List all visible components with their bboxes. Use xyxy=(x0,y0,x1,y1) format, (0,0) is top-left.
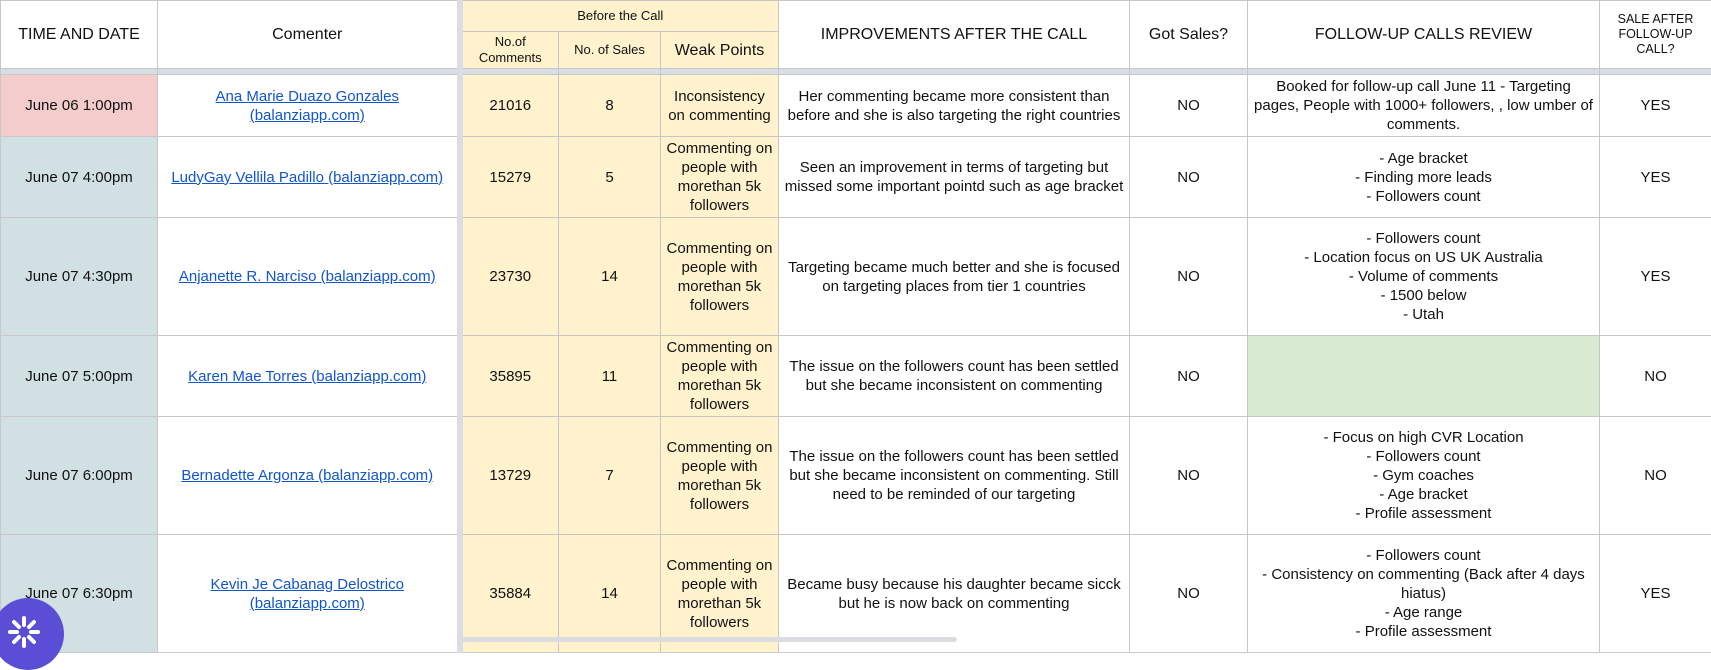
weak-points-cell[interactable]: Commenting on people with morethan 5k followers xyxy=(661,417,779,535)
table-row xyxy=(1,75,1711,137)
commenter-cell[interactable] xyxy=(158,336,460,417)
got-sales-cell[interactable]: NO xyxy=(1130,75,1248,137)
header-commenter[interactable]: Comenter xyxy=(158,1,460,69)
got-sales-cell[interactable]: NO xyxy=(1130,218,1248,336)
commenter-cell[interactable] xyxy=(158,218,460,336)
header-improvements[interactable]: IMPROVEMENTS AFTER THE CALL xyxy=(779,1,1130,69)
got-sales-cell[interactable]: NO xyxy=(1130,535,1248,653)
commenter-cell[interactable] xyxy=(158,75,460,137)
sales-cell[interactable]: 14 xyxy=(559,218,661,336)
got-sales-cell[interactable]: NO xyxy=(1130,336,1248,417)
got-sales-cell[interactable]: NO xyxy=(1130,137,1248,218)
date-cell[interactable]: June 07 4:00pm xyxy=(1,137,158,218)
date-cell[interactable]: June 07 6:00pm xyxy=(1,417,158,535)
commenter-cell[interactable] xyxy=(158,535,460,653)
header-before-the-call[interactable]: Before the Call xyxy=(460,1,779,32)
header-time-date[interactable]: TIME AND DATE xyxy=(1,1,158,69)
comments-cell[interactable]: 13729 xyxy=(460,417,559,535)
improvements-cell[interactable]: Became busy because his daughter became sicck but he is now back on commenting xyxy=(779,535,1130,653)
weak-points-cell[interactable]: Inconsistency on commenting xyxy=(661,75,779,137)
sparkle-icon xyxy=(6,614,42,650)
followup-cell[interactable]: - Followers count - Location focus on US UK Australia - Volume of comments - 1500 below - Utah xyxy=(1248,218,1600,336)
table-row xyxy=(1,137,1711,218)
improvements-cell[interactable]: Her commenting became more consistent than before and she is also targeting the right countries xyxy=(779,75,1130,137)
sale-after-cell[interactable]: NO xyxy=(1600,336,1711,417)
sales-cell[interactable]: 11 xyxy=(559,336,661,417)
horizontal-scrollbar[interactable] xyxy=(462,637,957,642)
header-no-of-sales[interactable]: No. of Sales xyxy=(559,32,661,69)
date-cell[interactable]: June 07 6:30pm xyxy=(1,535,158,653)
commenter-cell[interactable] xyxy=(158,417,460,535)
comments-cell[interactable]: 23730 xyxy=(460,218,559,336)
sales-cell[interactable]: 5 xyxy=(559,137,661,218)
improvements-cell[interactable]: The issue on the followers count has been settled but she became inconsistent on commenting. Still need to be reminded of our targeting xyxy=(779,417,1130,535)
table-row xyxy=(1,535,1711,653)
weak-points-cell[interactable]: Commenting on people with morethan 5k followers xyxy=(661,535,779,653)
sale-after-cell[interactable]: NO xyxy=(1600,417,1711,535)
header-no-of-comments[interactable]: No.of Comments xyxy=(460,32,559,69)
sales-cell[interactable]: 7 xyxy=(559,417,661,535)
sales-cell[interactable]: 8 xyxy=(559,75,661,137)
sale-after-cell[interactable]: YES xyxy=(1600,137,1711,218)
table-row xyxy=(1,417,1711,535)
followup-cell[interactable]: Booked for follow-up call June 11 - Targeting pages, People with 1000+ followers, , low umber of comments. xyxy=(1248,75,1600,137)
improvements-cell[interactable]: Seen an improvement in terms of targeting but missed some important pointd such as age bracket xyxy=(779,137,1130,218)
weak-points-cell[interactable]: Commenting on people with morethan 5k followers xyxy=(661,137,779,218)
got-sales-cell[interactable]: NO xyxy=(1130,417,1248,535)
followup-cell-empty[interactable] xyxy=(1248,336,1600,417)
improvements-cell[interactable]: Targeting became much better and she is focused on targeting places from tier 1 countries xyxy=(779,218,1130,336)
followup-cell[interactable]: - Age bracket - Finding more leads - Followers count xyxy=(1248,137,1600,218)
followup-cell[interactable]: - Focus on high CVR Location - Followers count - Gym coaches - Age bracket - Profile assessment xyxy=(1248,417,1600,535)
comments-cell[interactable]: 35895 xyxy=(460,336,559,417)
commenter-link[interactable]: Kevin Je Cabanag Delostrico (balanziapp.com) xyxy=(211,576,404,612)
improvements-cell[interactable]: The issue on the followers count has been settled but she became inconsistent on commenting xyxy=(779,336,1130,417)
comments-cell[interactable]: 21016 xyxy=(460,75,559,137)
header-got-sales[interactable]: Got Sales? xyxy=(1130,1,1248,69)
date-cell[interactable]: June 06 1:00pm xyxy=(1,75,158,137)
weak-points-cell[interactable]: Commenting on people with morethan 5k followers xyxy=(661,218,779,336)
commenter-link[interactable]: LudyGay Vellila Padillo (balanziapp.com) xyxy=(171,169,443,186)
date-cell[interactable]: June 07 4:30pm xyxy=(1,218,158,336)
comments-cell[interactable]: 35884 xyxy=(460,535,559,653)
followup-cell[interactable]: - Followers count - Consistency on commenting (Back after 4 days hiatus) - Age range - Profile assessment xyxy=(1248,535,1600,653)
commenter-link[interactable]: Anjanette R. Narciso (balanziapp.com) xyxy=(179,268,436,285)
sale-after-cell[interactable]: YES xyxy=(1600,535,1711,653)
weak-points-cell[interactable]: Commenting on people with morethan 5k followers xyxy=(661,336,779,417)
commenter-link[interactable]: Bernadette Argonza (balanziapp.com) xyxy=(181,467,433,484)
table-row xyxy=(1,218,1711,336)
commenter-link[interactable]: Karen Mae Torres (balanziapp.com) xyxy=(188,368,426,385)
header-followup-review[interactable]: FOLLOW-UP CALLS REVIEW xyxy=(1248,1,1600,69)
assistant-fab-button[interactable] xyxy=(0,598,64,670)
sale-after-cell[interactable]: YES xyxy=(1600,75,1711,137)
commenter-cell[interactable] xyxy=(158,137,460,218)
table-row xyxy=(1,336,1711,417)
comments-cell[interactable]: 15279 xyxy=(460,137,559,218)
header-sale-after[interactable]: SALE AFTER FOLLOW-UP CALL? xyxy=(1600,1,1711,69)
sale-after-cell[interactable]: YES xyxy=(1600,218,1711,336)
commenter-link[interactable]: Ana Marie Duazo Gonzales (balanziapp.com) xyxy=(216,88,399,124)
date-cell[interactable]: June 07 5:00pm xyxy=(1,336,158,417)
header-weak-points[interactable]: Weak Points xyxy=(661,32,779,69)
sales-cell[interactable]: 14 xyxy=(559,535,661,653)
